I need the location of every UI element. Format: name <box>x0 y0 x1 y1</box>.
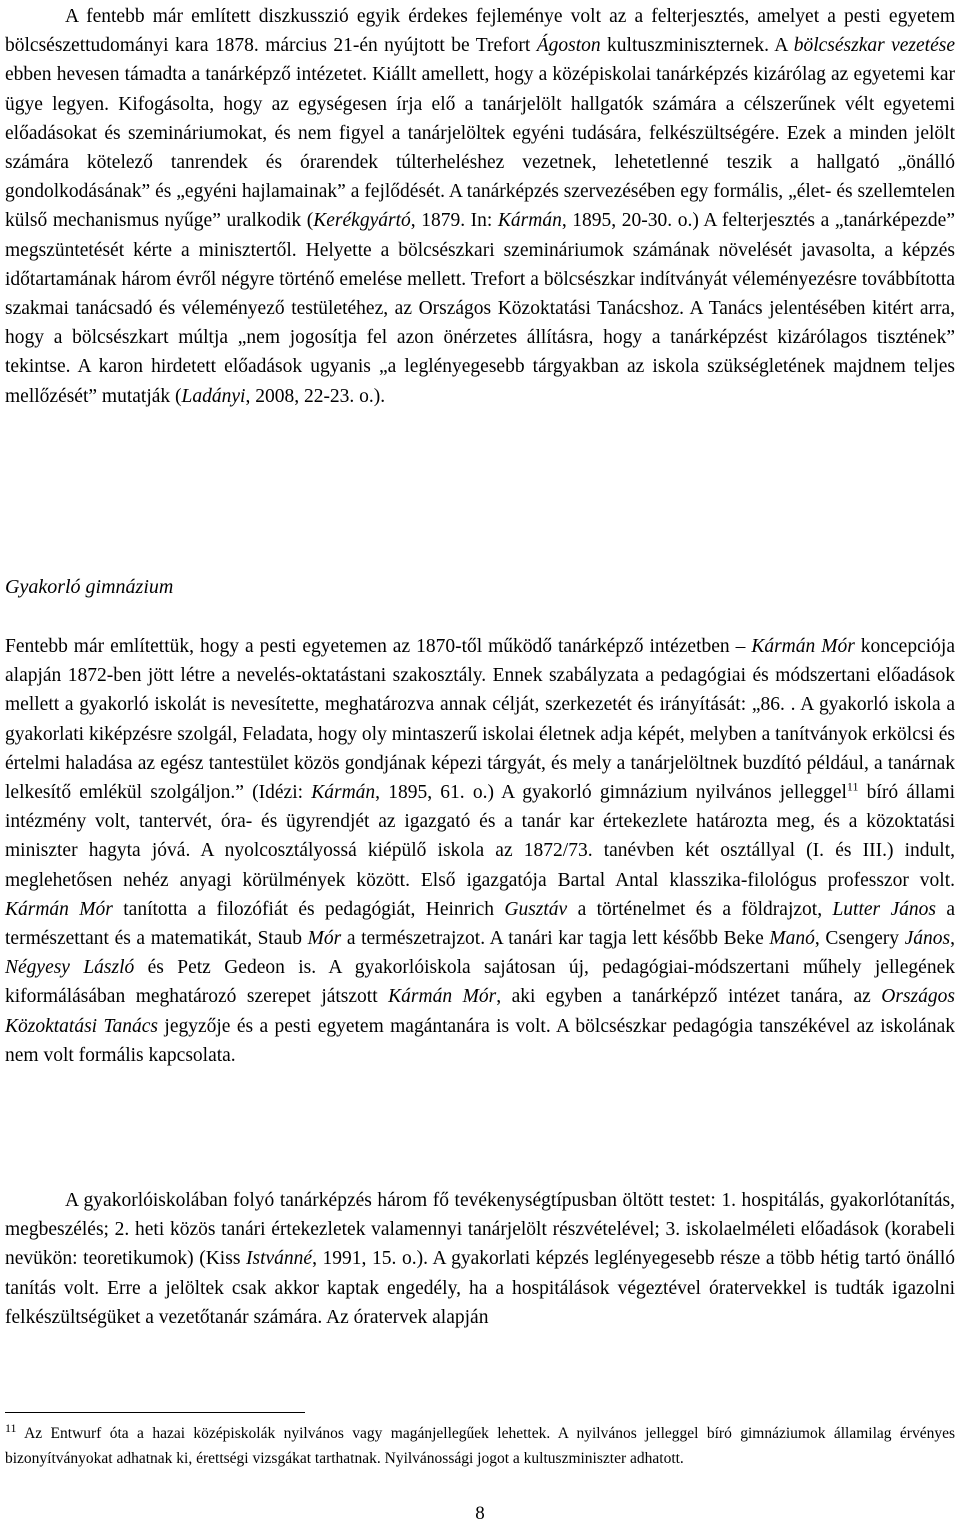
footnote-number: 11 <box>5 1420 17 1435</box>
footnote-reference[interactable]: 11 <box>846 779 859 794</box>
paragraph-tanarkepzes: A gyakorlóiskolában folyó tanárképzés három fő tevékenységtípusban öltött testet: 1. hospitálás, gyakorlótanítás, megbeszélés; 2. heti közös tanári értekezletek valamennyi tanárjelölt részvételével; 3. iskolaelméleti előadások (korabeli nevükön: teoretikumok) (Kiss Istvánné, 1991, 15. o.). A gyakorlati képzés leglényegesebb része a több hétig tartó önálló tanítás volt. Erre a jelöltek csak akkor kaptak engedély, ha a hospitálások végeztével óratervekkel is tudták igazolni felkészültségüket a vezetőtanár számára. Az óratervek alapján <box>5 1190 955 1328</box>
paragraph-gyakorlo-gimnazium: Fentebb már említettük, hogy a pesti egyetemen az 1870-től működő tanárképző intézetben – Kármán Mór koncepciója alapján 1872-ben jött létre a nevelés-oktatástani szakosztály. Ennek szabályzata a pedagógiai és módszertani előadások mellett a gyakorló iskolát is nevesítette, meghatározva annak célját, szerkezetét és irányítását: „86. . A gyakorló iskola a gyakorlati kiképzésre szolgál, Feladata, hogy oly mintaszerű iskolai életnek adja képét, melyben a tanítványok erkölcsi és értelmi haladása az egész tantestület közös gondjának képezi tárgyát, és mely a tanárjelöltnek buzdító például, a tanárnak lelkesítő emlékül szolgáljon.” (Idézi: Kármán, 1895, 61. o.) A gyakorló gimnázium nyilvános jelleggel$^{11}$ bíró állami intézmény volt, tantervét, óra- és ügyrendjét az igazgató és a tanár kar értekezlete határozta meg, és a közoktatási miniszter hagyta jóvá. A nyolcosztályossá kiépülő iskola az 1872/73. tanévben két osztállyal (I. és III.) indult, meglehetősen nehéz anyagi körülmények között. Első igazgatója Bartal Antal klasszika-filológus professzor volt. Kármán Mór tanította a filozófiát és pedagógiát, Heinrich Gusztáv a történelmet és a földrajzot, Lutter János a természettant és a matematikát, Staub Mór a természetrajzot. A tanári kar tagja lett később Beke Manó, Csengery János, Négyesy László és Petz Gedeon is. A gyakorlóiskola sajátosan új, pedagógiai-módszertani műhely jellegének kiformálásában meghatározó szerepet játszott Kármán Mór, aki egyben a tanárképző intézet tanára, az Országos Közoktatási Tanács jegyzője és a pesti egyetem magántanára is volt. A bölcsészkar pedagógia tanszékével az iskolának nem volt formális kapcsolata. <box>5 636 956 1066</box>
paragraph-felterjesztes: A fentebb már említett diszkusszió egyik érdekes fejleménye volt az a felterjesztés, amelyet a pesti egyetem bölcsészettudományi kara 1878. március 21-én nyújtott be Trefort Ágoston kultuszminiszternek. A bölcsészkar vezetése ebben hevesen támadta a tanárképző intézetet. Kiállt amellett, hogy a középiskolai tanárképzés kizárólag az egyetemi kar ügye legyen. Kifogásolta, hogy az egységesen írja elő a tanárjelölt hallgatók számára a célszerűnek vélt egyetemi előadásokat és szemináriumokat, és nem figyel a tanárjelöltek egyéni tudására, felkészültségére. Ezek a minden jelölt számára kötelező tanrendek és órarendek túlterheléshez vezetnek, lehetetlenné teszik a hallgató „önálló gondolkodásának” és „egyéni hajlamainak” a fejlődését. A tanárképzés szervezésében egy formális, „élet- és szellemtelen külső mechanismus nyűge” uralkodik (Kerékgyártó, 1879. In: Kármán, 1895, 20-30. o.) A felterjesztés a „tanárképezde” megszüntetését kérte a minisztertől. Helyette a bölcsészkari szemináriumok számának növelését javasolta, a képzés időtartamának három évről négyre történő emelése mellett. Trefort a bölcsészkar indítványát véleményezésre továbbította szakmai tanácsadó és véleményező testületéhez, az Országos Közoktatási Tanácshoz. A Tanács jelentésében kitért arra, hogy a bölcsészkart múltja „nem jogosítja fel azon önérzetes állításra, hogy a tanárképzést kizárólagos tisztének” tekintse. A karon hirdetett előadások ugyanis „a leglényegesebb tárgyakban az iskola szükségletének majdnem teljes mellőzését” mutatják (Ladányi, 2008, 22-23. o.). <box>5 6 955 407</box>
page-number: 8 <box>475 1503 485 1524</box>
footnote: $^{11}$ Az Entwurf óta a hazai középiskolák nyilvános vagy magánjellegűek lehettek. A nyilvános jelleggel bíró gimnáziumok államilag érvényes bizonyítványokat adhatnak ki, érettségi vizsgákat tarthatnak. Nyilvánossági jogot a kultuszminiszter adhatott. <box>5 1420 955 1467</box>
footnote-separator <box>5 1412 305 1413</box>
section-heading: Gyakorló gimnázium <box>5 576 174 598</box>
